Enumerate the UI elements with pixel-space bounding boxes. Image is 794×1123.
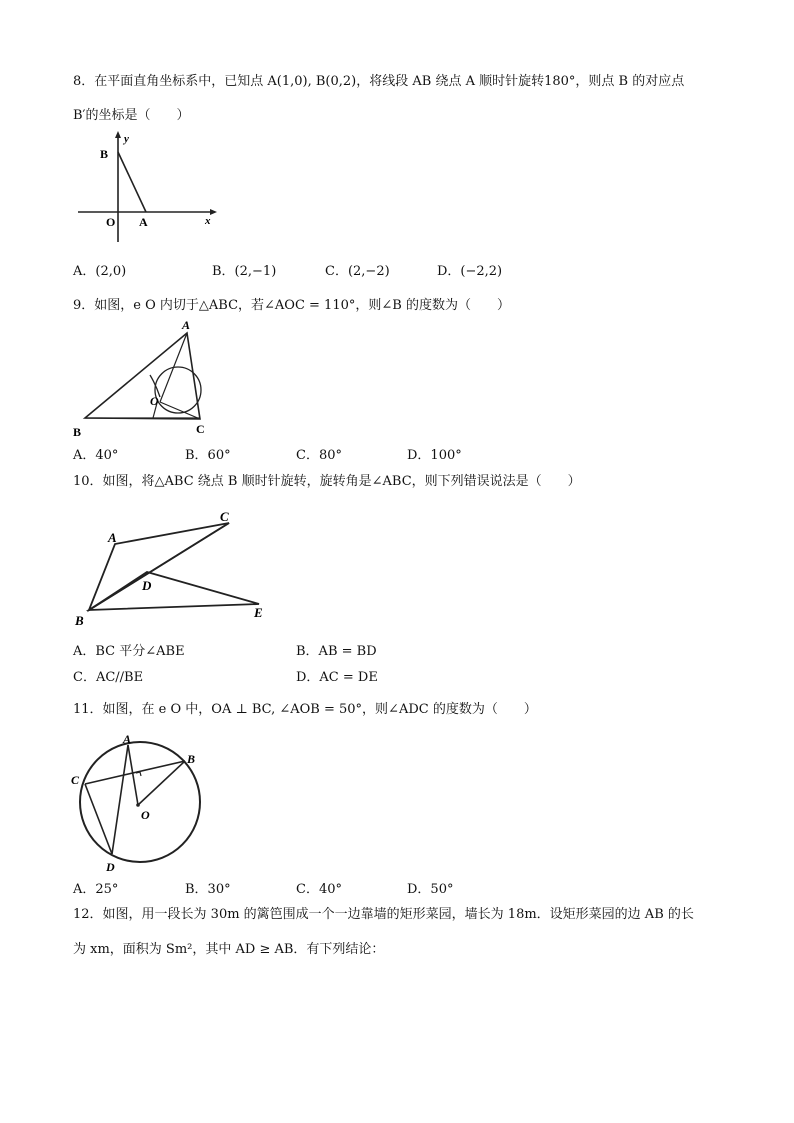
q11-option-a: A．25° xyxy=(73,882,119,897)
q8-option-a: A．(2,0) xyxy=(73,264,127,279)
q10-option-b: B．AB = BD xyxy=(296,644,377,659)
y-axis-arrow xyxy=(115,131,121,138)
segment-cd xyxy=(85,784,112,854)
label-a: A xyxy=(139,215,148,229)
q8-text-line1: 8．在平面直角坐标系中，已知点 A(1,0), B(0,2)，将线段 AB 绕点 A 顺时针旋转180°，则点 B 的对应点 xyxy=(73,74,685,89)
incircle xyxy=(155,367,201,413)
q11-circle-figure xyxy=(65,730,215,875)
q8-option-c: C．(2,−2) xyxy=(325,264,390,279)
triangle-dbe xyxy=(89,572,259,610)
label-c: C xyxy=(220,509,229,524)
label-c: C xyxy=(71,773,80,787)
segment-oc xyxy=(160,402,200,419)
label-c: C xyxy=(196,422,205,436)
x-axis-arrow xyxy=(210,209,217,215)
q8-text-line2: B′的坐标是（ ） xyxy=(73,108,190,123)
triangle-abc xyxy=(85,333,200,419)
segment-ab xyxy=(118,152,146,212)
q9-text-line1: 9．如图，e O 内切于△ABC，若∠AOC = 110°，则∠B 的度数为（ ） xyxy=(73,298,510,313)
label-a: A xyxy=(108,530,117,545)
q12-text-line1: 12．如图，用一段长为 30m 的篱笆围成一个一边靠墙的矩形菜园，墙长为 18m．设矩形菜园的边 AB 的长 xyxy=(73,907,694,922)
label-b: B xyxy=(187,752,196,766)
q10-rotation-figure xyxy=(70,505,280,630)
q10-option-a: A．BC 平分∠ABE xyxy=(73,644,185,659)
q8-option-d: D．(−2,2) xyxy=(437,264,503,279)
label-b: B xyxy=(73,425,82,439)
label-a: A xyxy=(123,732,132,746)
segment-da xyxy=(112,745,128,854)
circle-o xyxy=(80,742,200,862)
q11-option-d: D．50° xyxy=(407,882,454,897)
q8-option-b: B．(2,−1) xyxy=(212,264,277,279)
q11-option-c: C．40° xyxy=(296,882,342,897)
label-b: B xyxy=(100,147,109,161)
q9-option-d: D．100° xyxy=(407,448,462,463)
center-point xyxy=(136,803,140,807)
q9-option-c: C．80° xyxy=(296,448,342,463)
label-e: E xyxy=(254,605,263,620)
label-d: D xyxy=(142,578,152,593)
segment-ao xyxy=(128,745,138,805)
q11-option-b: B．30° xyxy=(185,882,231,897)
segment-ob xyxy=(138,761,185,805)
q9-option-a: A．40° xyxy=(73,448,119,463)
label-o: O xyxy=(150,394,159,408)
q11-text-line1: 11．如图，在 e O 中，OA ⊥ BC, ∠AOB = 50°，则∠ADC 的度数为（ ） xyxy=(73,702,537,717)
label-a: A xyxy=(182,318,191,332)
segment-cb xyxy=(85,761,185,784)
q9-triangle-figure xyxy=(70,315,220,440)
q10-option-d: D．AC = DE xyxy=(296,670,378,685)
right-angle-mark xyxy=(136,772,141,776)
label-o: O xyxy=(141,808,150,822)
q8-coordinate-figure xyxy=(70,130,220,245)
q10-text-line1: 10．如图，将△ABC 绕点 B 顺时针旋转，旋转角是∠ABC，则下列错误说法是（ ） xyxy=(73,474,581,489)
q9-option-b: B．60° xyxy=(185,448,231,463)
q12-text-line2: 为 xm，面积为 Sm²，其中 AD ≥ AB．有下列结论： xyxy=(73,942,385,957)
label-o: O xyxy=(106,215,116,229)
label-y: y xyxy=(124,133,129,145)
q10-option-c: C．AC//BE xyxy=(73,670,144,685)
label-x: x xyxy=(205,215,211,227)
label-b: B xyxy=(75,613,84,628)
label-d: D xyxy=(106,860,115,874)
